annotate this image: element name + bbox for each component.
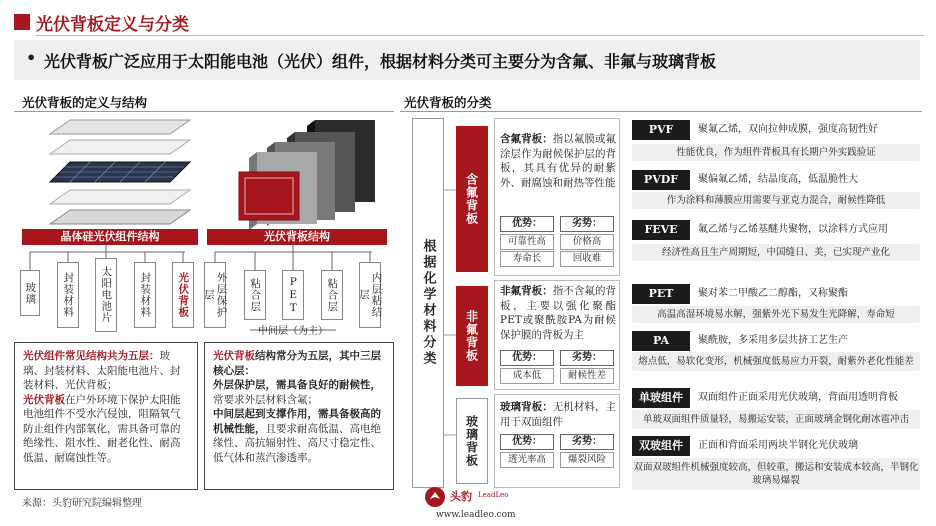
nonfluorine-dis-1: 耐候性差 (560, 368, 614, 384)
module-layer-cell: 太阳电池片 (95, 258, 117, 332)
source-note: 来源：头豹研究院编辑整理 (22, 498, 142, 509)
category-nonfluorine-desc: 非氟背板：指不含氟的背板，主要以强化聚酯PET或聚酰胺PA为耐候保护膜的背板为主 (500, 285, 616, 341)
material-pet-box: 高温高湿环境易水解，强紫外光下易发生光降解，寿命短 (632, 306, 920, 323)
leadleo-logo-icon (424, 486, 446, 508)
right-section-line (400, 111, 922, 112)
material-pvf-box: 性能优良，作为组件背板具有长期户外实践验证 (632, 144, 920, 161)
material-pa-box: 熔点低，易软化变形，机械强度低易应力开裂，耐紫外老化性能差 (632, 352, 920, 371)
backsheet-layer-pet: PET (282, 270, 304, 320)
backsheet-layer-outer: 外层保护层 (204, 262, 226, 328)
bullet: • (26, 48, 37, 67)
page-title: 光伏背板定义与分类 (36, 15, 189, 35)
material-pa: PA (632, 331, 690, 351)
material-pet: PET (632, 284, 690, 304)
left-section-title: 光伏背板的定义与结构 (22, 95, 148, 110)
material-pvdf-desc: 聚偏氟乙烯，结晶度高，低温脆性大 (698, 174, 858, 185)
right-section-title: 光伏背板的分类 (404, 95, 492, 110)
fluorine-dis-2: 回收难 (560, 251, 614, 267)
classification-root: 根据化学材料分类 (412, 118, 444, 488)
fluorine-dis-label: 劣势： (560, 216, 614, 232)
material-pvf-desc: 聚氟乙烯，双向拉伸成膜，强度高韧性好 (698, 124, 878, 135)
material-pvf: PVF (632, 120, 690, 140)
fluorine-adv-1: 可靠性高 (500, 234, 554, 250)
material-double-glass-desc: 正面和背面采用两块半钢化光伏玻璃 (698, 440, 858, 451)
fluorine-dis-1: 价格高 (560, 234, 614, 250)
material-pa-desc: 聚酰胺，多采用多层共挤工艺生产 (698, 335, 848, 346)
material-feve-box: 经济性高且生产周期短，中国缝日、美，已实现产业化 (632, 244, 920, 261)
category-fluorine: 含氟背板 (456, 126, 488, 272)
material-feve: FEVE (632, 220, 690, 240)
backsheet-layer-adhesive-1: 粘合层 (244, 270, 266, 320)
module-layer-encapsulant-2: 封装材料 (134, 262, 156, 328)
logo-sub: LeadLeo (478, 491, 509, 499)
glass-dis-label: 劣势： (560, 434, 614, 450)
category-nonfluorine: 非氟背板 (456, 286, 488, 386)
module-layer-encapsulant-1: 封装材料 (57, 262, 79, 328)
logo-text: 头豹 (450, 490, 472, 503)
root-connector (444, 170, 456, 460)
material-pvdf: PVDF (632, 170, 690, 190)
material-feve-desc: 氟乙烯与乙烯基醚共聚物，以涂料方式应用 (698, 224, 888, 235)
material-pvdf-box: 作为涂料和薄膜应用需要与亚克力混合，耐候性降低 (632, 192, 920, 209)
material-single-glass: 单玻组件 (632, 388, 690, 408)
category-fluorine-desc: 含氟背板：指以氟膜或氟涂层作为耐候保护层的背板，其具有优异的耐紫外、耐腐蚀和耐热等性能 (500, 133, 616, 189)
glass-dis-1: 爆裂风险 (560, 452, 614, 468)
middle-layer-label: 中间层（为主） (258, 326, 328, 337)
nonfluorine-dis-label: 劣势： (560, 350, 614, 366)
module-structure-title: 晶体硅光伏组件结构 (22, 229, 198, 245)
glass-adv-1: 透光率高 (500, 452, 554, 468)
glass-adv-label: 优势： (500, 434, 554, 450)
fluorine-adv-2: 寿命长 (500, 251, 554, 267)
footer-url[interactable]: www.leadleo.com (436, 510, 516, 520)
backsheet-structure-title: 光伏背板结构 (207, 229, 387, 245)
nonfluorine-adv-1: 成本低 (500, 368, 554, 384)
backsheet-layer-adhesive-2: 粘合层 (321, 270, 343, 320)
module-layer-glass: 玻璃 (20, 270, 40, 316)
module-layer-backsheet: 光伏背板 (172, 262, 194, 328)
material-double-glass: 双玻组件 (632, 436, 690, 456)
material-single-glass-box: 单玻双面组件质量轻，易搬运安装，正面玻璃金钢化耐冰雹冲击 (632, 410, 920, 429)
material-pet-desc: 聚对苯二甲酸乙二醇酯，又称聚酯 (698, 288, 848, 299)
fluorine-adv-label: 优势： (500, 216, 554, 232)
backsheet-structure-note: 光伏背板结构常分为五层，其中三层核心层： 外层保护层，需具备良好的耐候性，常要求外层材料含氟； 中间层起到支撑作用，需具备极高的机械性能，且要求耐高低温、高电绝缘性、高抗辐射性、高尺寸稳定性、低气体和蒸汽渗透率。 (204, 342, 394, 490)
backsheet-layer-inner: 内层粘结层 (359, 262, 381, 328)
material-single-glass-desc: 双面组件正面采用光伏玻璃，背面用透明背板 (698, 392, 898, 403)
category-glass-desc: 玻璃背板：无机材料，主用于双面组件 (500, 401, 616, 428)
summary-text: 光伏背板广泛应用于太阳能电池（光伏）组件，根据材料分类可主要分为含氟、非氟与玻璃背板 (44, 52, 717, 71)
category-glass: 玻璃背板 (456, 398, 488, 484)
nonfluorine-adv-label: 优势： (500, 350, 554, 366)
module-structure-note: 光伏组件常见结构共为五层：玻璃、封装材料、太阳能电池片、封装材料、光伏背板； 光伏背板在户外环境下保护太阳能电池组件不受水汽侵蚀，阻隔氧气防止组件内部氧化，需具备可靠的绝缘性、阻水性、耐老化性、耐高低温、耐腐蚀性等。 (14, 342, 198, 490)
material-double-glass-box: 双面双玻组件机械强度较高，但较重，搬运和安装成本较高，半钢化玻璃易爆裂 (632, 458, 920, 490)
